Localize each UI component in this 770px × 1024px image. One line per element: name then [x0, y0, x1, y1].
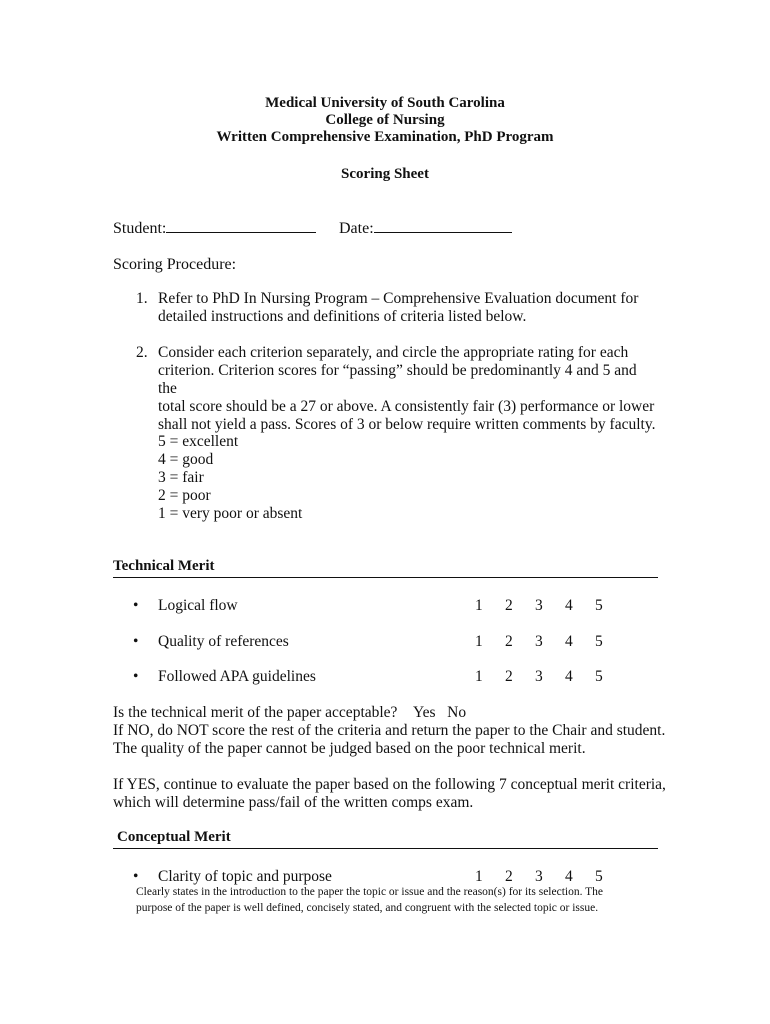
student-label: Student: [113, 220, 167, 237]
rating-2[interactable]: 2 [505, 597, 513, 614]
date-blank[interactable] [374, 219, 512, 233]
if-no-line: If NO, do NOT score the rest of the criteria and return the paper to the Chair and student. [113, 722, 666, 739]
item-number: 2. [136, 344, 148, 361]
date-field[interactable] [339, 219, 512, 238]
procedure-item-1 [136, 290, 656, 326]
item-line: detailed instructions and definitions of criteria listed below. [158, 308, 527, 325]
bullet-icon: • [133, 597, 139, 614]
yes-option[interactable]: Yes [412, 704, 436, 721]
rating-5[interactable]: 5 [595, 597, 603, 614]
item-line: total score should be a 27 or above. A consistently fair (3) performance or lower [158, 398, 655, 415]
procedure-item-2 [136, 344, 656, 434]
scale-entry: 5 = excellent [158, 433, 239, 450]
document-header [0, 95, 770, 146]
criterion-followed-apa-guidelines [113, 668, 673, 688]
rating-2[interactable]: 2 [505, 868, 513, 885]
sheet-title: Scoring Sheet [341, 166, 429, 182]
acceptability-question-line [113, 704, 673, 722]
rating-4[interactable]: 4 [565, 868, 573, 885]
rating-3[interactable]: 3 [535, 633, 543, 650]
date-label: Date: [339, 220, 374, 237]
rating-1[interactable]: 1 [475, 668, 483, 685]
scale-entry: 4 = good [158, 451, 214, 468]
description-line: purpose of the paper is well defined, concisely stated, and congruent with the selected topic or issue. [136, 902, 599, 914]
scale-entry: 2 = poor [158, 487, 211, 504]
technical-merit-rule [113, 577, 658, 578]
criterion-label: Clarity of topic and purpose [158, 868, 332, 885]
bullet-icon: • [133, 868, 139, 885]
criterion-label: Logical flow [158, 597, 238, 614]
conceptual-merit-heading: Conceptual Merit [117, 829, 231, 845]
student-field[interactable] [113, 219, 316, 238]
acceptability-question: Is the technical merit of the paper acceptable? [113, 704, 398, 721]
rating-3[interactable]: 3 [535, 597, 543, 614]
bullet-icon: • [133, 668, 139, 685]
technical-merit-question-block [113, 704, 673, 758]
rating-scale [158, 433, 302, 523]
exam-title: Written Comprehensive Examination, PhD Program [216, 129, 554, 145]
rating-1[interactable]: 1 [475, 597, 483, 614]
rating-2[interactable]: 2 [505, 633, 513, 650]
criterion-logical-flow [113, 597, 673, 617]
if-yes-block [113, 776, 673, 812]
rating-4[interactable]: 4 [565, 668, 573, 685]
technical-merit-heading: Technical Merit [113, 558, 215, 574]
bullet-icon: • [133, 633, 139, 650]
rating-4[interactable]: 4 [565, 633, 573, 650]
rating-5[interactable]: 5 [595, 868, 603, 885]
rating-1[interactable]: 1 [475, 633, 483, 650]
scoring-procedure-label: Scoring Procedure: [113, 256, 237, 273]
rating-1[interactable]: 1 [475, 868, 483, 885]
rating-3[interactable]: 3 [535, 668, 543, 685]
rating-3[interactable]: 3 [535, 868, 543, 885]
no-option[interactable]: No [447, 704, 467, 721]
if-no-line: The quality of the paper cannot be judged based on the poor technical merit. [113, 740, 586, 757]
rating-5[interactable]: 5 [595, 633, 603, 650]
item-line: Consider each criterion separately, and circle the appropriate rating for each [158, 344, 629, 361]
scale-entry: 1 = very poor or absent [158, 505, 303, 522]
criterion-description [136, 884, 666, 916]
item-line: shall not yield a pass. Scores of 3 or below require written comments by faculty. [158, 416, 656, 433]
institution-name: Medical University of South Carolina [265, 95, 505, 111]
rating-5[interactable]: 5 [595, 668, 603, 685]
criterion-label: Quality of references [158, 633, 289, 650]
rating-4[interactable]: 4 [565, 597, 573, 614]
rating-2[interactable]: 2 [505, 668, 513, 685]
criterion-label: Followed APA guidelines [158, 668, 316, 685]
scale-entry: 3 = fair [158, 469, 204, 486]
criterion-quality-of-references [113, 633, 673, 653]
description-line: Clearly states in the introduction to the paper the topic or issue and the reason(s) for its selection. The [136, 886, 604, 898]
if-yes-line: If YES, continue to evaluate the paper based on the following 7 conceptual merit criteria, [113, 776, 666, 793]
item-number: 1. [136, 290, 148, 307]
if-yes-line: which will determine pass/fail of the written comps exam. [113, 794, 474, 811]
conceptual-merit-rule [113, 848, 658, 849]
college-name: College of Nursing [325, 112, 445, 128]
item-line: criterion. Criterion scores for “passing” should be predominantly 4 and 5 and the [158, 362, 637, 397]
item-line: Refer to PhD In Nursing Program – Comprehensive Evaluation document for [158, 290, 639, 307]
student-blank[interactable] [166, 219, 316, 233]
